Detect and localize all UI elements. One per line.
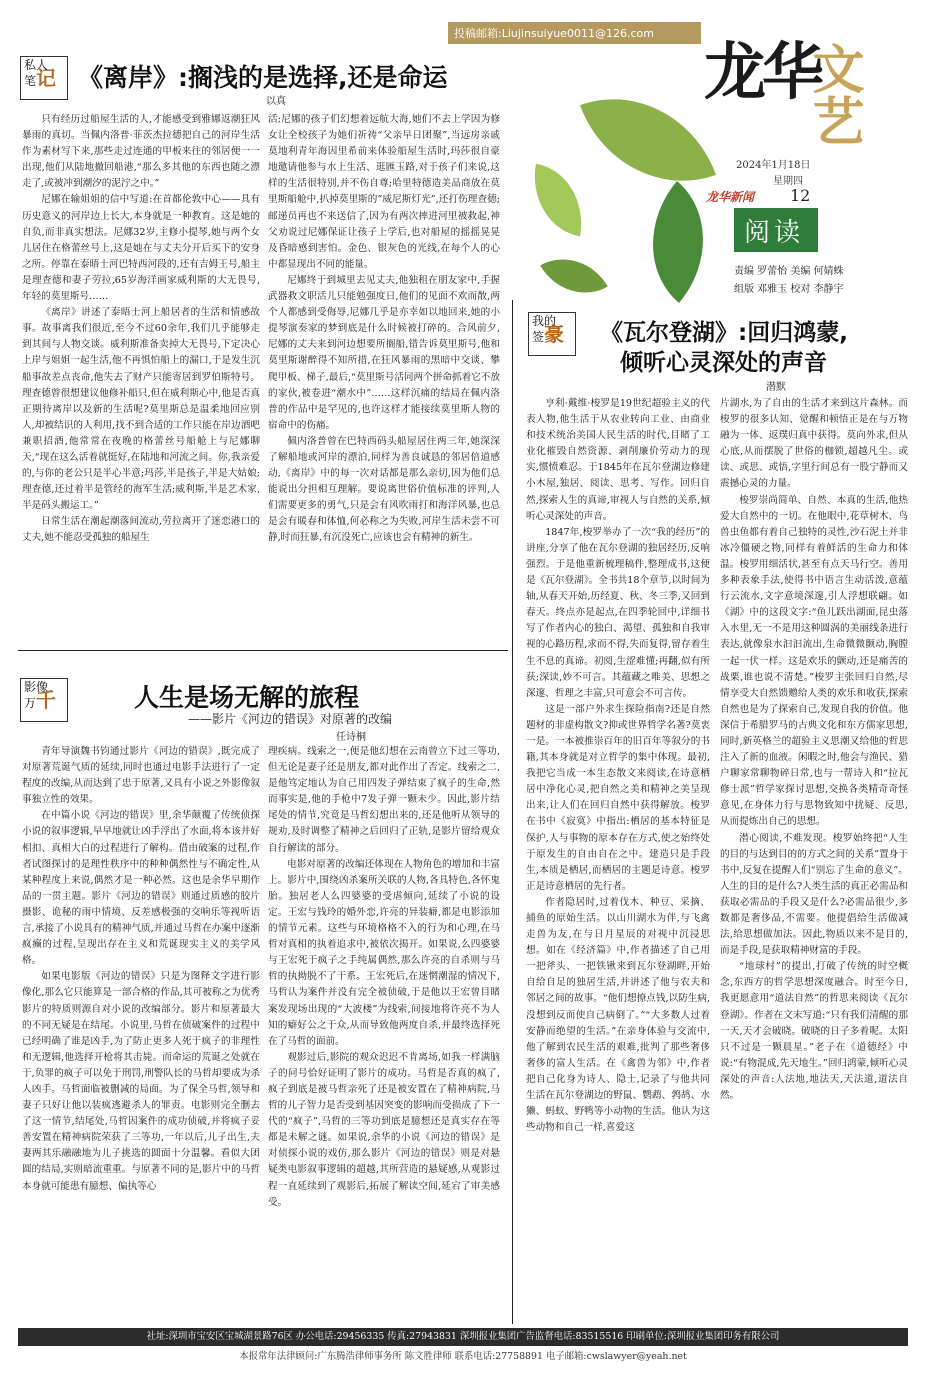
footer-line-1: 社址:深圳市宝安区宝城湖景路76区 办公电话:29456335 传真:27943831 深圳报业集团广告监督电话:83515516 印刷单位:深圳报业集团印务有限公司 — [146, 1331, 780, 1342]
paragraph: 只有经历过船屋生活的人,才能感受到雅娜返潮狂风暴雨的真切。当佩内洛普·菲茨杰拉德把自己的河岸生活作为素材写下来,那些走过连通的甲板来往的邻居便一一出现,他们从陆地撤回船港,“那么多其他的东西也随之漂走了,或被冲到潮汐的泥泞之中。” — [22, 114, 260, 190]
page-number: 12 — [790, 186, 811, 205]
column-tag: 我的 签豪 — [528, 312, 576, 356]
section-label: 阅读 — [744, 218, 805, 248]
leaf-decoration — [525, 164, 591, 237]
article-body-column — [22, 112, 260, 642]
paragraph: 潜心阅读,不难发现。梭罗始终把“人生的目的与达到目的的方式之间的关系”置身于书中,反复在提醒人们“别忘了生命的意义”。人生的目的是什么?人类生活的真正必需品和获取必需品的手段又是什么?必需品很少,多数都是奢侈品,不需要。他提倡给生活做减法,给思想做加法。因此,物质以来不是目的,而是手段,是获取精神财富的手段。 — [720, 832, 908, 957]
column-tag: 影像 万千 — [20, 678, 68, 722]
article-title: 《离岸》:搁浅的是选择,还是命运 — [78, 63, 448, 92]
paragraph: 青年导演魏书钧通过影片《河边的错误》,既完成了对原著荒诞气质的延续,同时也通过电影手法进行了一定程度的改编,从而达到了忠于原著,又具有小说之外影像叙事独立性的效果。 — [22, 746, 260, 806]
column-tag: 私人 笔记 — [20, 56, 68, 100]
paragraph: 电影对原著的改编还体现在人物角色的增加和丰富上。影片中,围绕凶杀案所关联的人物,各具特色,各怀鬼胎。独居老人么四婆婆的受虐倾向,延续了小说的设定。王宏与钱玲的婚外恋,许亮的异装癖,都是电影添加的情节元素。这些与环境格格不入的行为和心理,在马哲对真相的执着追求中,被依次揭开。如果说,么四婆婆与王宏死于疯子之手纯属偶然,那么许亮的自杀则与马哲的执拗脱不了干系。王宏死后,在迷惘潮湿的情况下,马哲认为案件并没有完全被侦破,于是他以王宏曾目睹案发现场出现的“大波楼”为线索,间接地将许亮不为人知的癖好公之于众,从而导致他两度自杀,并最终选择死在了马哲的面前。 — [268, 858, 500, 1047]
paragraph: “地球村”的提出,打破了传统的时空概念,东西方的哲学思想深度融合。时至今日,我更愿意用“道法自然”的哲思来阅读《瓦尔登湖》。作者在文末写道:“只有我们清醒的那一天,天才会破晓。破晓的日子多着呢。太阳只不过是一颗晨星。”老子在《道德经》中说:“有物混成,先天地生。”回归鸿蒙,倾听心灵深处的声音:人法地,地法天,天法道,道法自然。 — [720, 961, 908, 1102]
column-divider — [512, 300, 513, 1324]
leaf-decoration — [540, 241, 608, 310]
masthead-title: 文艺 — [803, 42, 864, 146]
article-body-column — [268, 744, 500, 1318]
paragraph: 尼娜终于到城里去见丈夫,他独租在朋友家中,手握武器救文职活儿只能勉强度日,他们的见面不欢而散,两个人都感到受侮辱,尼娜几乎是亦幸如以地回来,她的小提琴演奏家的梦到底是什么时候被打碎的。合风前夕,尼娜的丈夫来到河边想要所搁船,错告诉莫里斯号,他和莫里斯谢醉得不知所措,在狂风暴雨的黑暗中交谈、攀爬甲板、梯子,最后,“莫里斯号活同两个拼命抓着它不放的家伙,被卷进“潮水中”……这样沉痛的结局在佩内洛普的作品中是罕见的,也许这样才能接续莫里斯人物的宿命中的伤痛。 — [268, 274, 500, 431]
article-title: 倾听心灵深处的声音 — [620, 350, 827, 376]
paragraph: 1847年,梭罗举办了一次“我的经历”的讲座,分享了他在瓦尔登湖的独居经历,反响强烈。于是他重新梳理稿件,整理成书,这便是《瓦尔登湖》。全书共18个章节,以时间为轴,从春天开始,历经夏、秋、冬三季,又回到春天。终点亦是起点,在四季轮回中,详细书写了作者内心的独白、渴望、孤独和自我审视的心路历程,求而不得,失而复得,留存着生生不息的真谛。初阅,生涩难懂;再翻,似有所获;深读,妙不可言。其蕴藏之唯美、思想之深邃、哲理之丰富,只可意会不可言传。 — [526, 526, 710, 699]
article-title: 《瓦尔登湖》:回归鸿蒙, — [600, 320, 848, 346]
paragraph: 日常生活在潮起潮落间流动,劳拉离开了迷恋港口的丈夫,她不能忍受孤独的船屋生 — [22, 516, 260, 544]
article-author: 潜默 — [766, 382, 786, 393]
article-title: 人生是场无解的旅程 — [134, 683, 360, 712]
article-body-column — [526, 396, 710, 1318]
editor-line-1: 责编 罗蕾怡 美编 何婧蛛 — [734, 266, 844, 277]
paragraph: 作者隐居时,过着伐木、种豆、采摘、捕鱼的原始生活。以山川湖水为伴,与飞禽走兽为友,在与日月星辰的对视中沉浸思想。如在《经济篇》中,作者描述了自己用一把斧头、一把铁锹来到瓦尔登湖畔,开始自给自足的独居生活,并讲述了他与农夫和邻居之间的故事。“他们想撩点钱,以防生病,没想到反而使自己病倒了。”“大多数人过着安静而绝望的生活。”在亲身体验与交流中,他了解到农民生活的艰难,批判了那些奢侈奢侈的富人生活。在《禽兽为邻》中,作者把自己化身为诗人、隐士,记录了与他共同生活在瓦尔登湖边的野鼠、鹦鹉、鹁鸪、水獭、蚂蚁、野鸭等小动物的生活。他认为这些动物和自己一样,喜爱这 — [526, 896, 710, 1134]
article-body-column — [720, 396, 908, 1318]
paragraph: 梭罗崇尚简单、自然、本真的生活,他热爱大自然中的一切。在他眼中,花草树木、鸟兽虫鱼都有着自己独特的灵性,沙石泥土并非冰冷僵硬之物,同样有着鲜活的生命力和体温。梭罗用细活状,甚至有点天马行空。善用多种表象手法,使得书中语言生动活泼,意蕴行云流水,文字意境深邃,引人浮想联翩。如《湖》中的这段文字:“鱼儿跃出湖面,昆虫落入水里,无一不是用这种圆涡的美丽线条进行表达,就像泉水汩汩流出,生命微微颤动,胸膛一起一伏一样。这是欢乐的颤动,还是痛苦的战栗,谁也说不清楚。”梭罗主张回归自然,尽情享受大自然馈赠给人类的欢乐和收获,探索自然也是为了探索自己,发现自我的价值。他深信于希腊罗马的古典文化和东方儒家思想,同时,新英格兰的超验主义思潮又给他的哲思注入了新的血液。闲暇之时,他会与渔民、猎户聊家常聊物碎日常,也与一帮诗人和“拉瓦修士派”哲学家探讨思想,交换各类精奇奇怪意见,在身体力行与思物致知中扰疑、反思,从而提炼出自己的思想。 — [720, 494, 908, 828]
paragraph: 亨利·戴维·梭罗是19世纪超验主义的代表人物,他生活于从农业转向工业、由商业和技术统治美国人民生活的时代,目睹了工业化摧毁自然资源、剥削廉价劳动力的现实,惯愤难忍。于1845年在瓦尔登湖边修建小木屋,独居、阅读、思考、写作。回归自然,探索人生的真谛,审视人与自然的关系,倾听心灵深处的声音。 — [526, 398, 710, 522]
masthead-paper-name: 龙华新闻 — [706, 190, 755, 204]
paragraph: 这是一部户外求生探险指南?还是自然题材的非虚构散文?抑或世界哲学名著?莫衷一是。一本被推崇百年的旧百年等叙分的书籍,其本身就是对立哲学的集中体现。最初,我把它当成一本生态散文来阅读,在诗意栖居中净化心灵,把自然之美和精神之美呈现出来,让人们在回归自然中获得解放。梭罗在书中《寂寞》中指出:栖居的基本特征是保护,人与事物的原本存在方式,使之始终处于原发生的自由自在之中。建造只是手段生,本质是栖居,而栖居的主题是诗意。梭罗正是诗意栖居的先行者。 — [526, 703, 710, 892]
paragraph: 如果电影版《河边的错误》只是为图释文字进行影像化,那么它只能算是一部合格的作品,其可被称之为优秀影片的特质则源自对小说的改编部分。影片和原著最大的不同无疑是在结尾。小说里,马哲在侦破案件的过程中已经明确了谁是凶手,为了防止更多人死于疯子的非理性和无逻辑,他选择开枪将其击毙。而命运的荒诞之处就在于,负罪的疯子可以免于刑罚,刑警队长的马哲却要成为杀人凶手。马哲面临被删减的局面。为了保全马哲,领导和妻子只好让他以装疯逃避杀人的罪责。电影则完全删去了这一情节,结尾处,马哲因案件的成功侦破,并将疯子妥善安置在精神病院荣获了三等功,一年以后,儿子出生,夫妻两其乐融融地为儿子挑选的圆面十分温馨。看似大团圆的结局,实则暗流重重。与原著不同的是,影片中的马哲本身就可能患有臆想、偏执等心 — [22, 971, 260, 1192]
article-author: 任诗桐 — [336, 732, 366, 743]
leaf-decoration — [580, 70, 716, 211]
paragraph: 理疾病。线索之一,便是他幻想在云南曾立下过三等功,但无论是妻子还是朋友,都对此作出了否定。线索之二,是他笃定地认为自己用四发子弹结束了疯子的生命,然而事实是,他的手枪中7发子弹一颗未少。因此,影片结尾处的情节,究竟是马哲幻想出来的,还是他听从领导的规劝,及时调整了精神之后回归了正轨,是影片留给观众自行解读的部分。 — [268, 746, 500, 854]
masthead-weekday: 星期四 — [773, 176, 803, 187]
paragraph: 在中篇小说《河边的错误》里,余华颠覆了传统侦探小说的叙事逻辑,早早地就让凶手浮出了水面,将本该井好相扣、真相大白的过程进行了解构。借由破案的过程,作者试图探讨的是理性秩序中的种种偶然性与不确定性,从某种程度上来说,偶然才是一种必然。这也是余华早期作品的一贯主题。影片《河边的错误》则通过质感的胶片摄影、诡秘的雨中情境、反差感极强的交响乐等视听语言,承接了小说具有的精神气质,并通过马哲在办案中逐渐疯癫的过程,呈现出存在主义和荒诞现实主义的美学风格。 — [22, 810, 260, 967]
paragraph: 观影过后,影院的观众迟迟不肯离场,如我一样满脑子的问号恰好证明了影片的成功。马哲是否真的疯了,疯子到底是被马哲亲死了还是被安置在了精神病院,马哲的儿子智力是否受到基因突变的影响而受损成了下一代的“疯子”,马哲的三等功到底是臆想还是真实存在等都是未解之谜。如果说,余华的小说《河边的错误》是对侦探小说的戏仿,那么影片《河边的错误》则是对悬疑类电影叙事逻辑的超越,其所营造的悬疑感,从观影过程一直延续到了观影后,拓展了解读空间,延宕了审美感受。 — [268, 1051, 500, 1208]
paragraph: 尼娜在输姐姐的信中写道:在首都伦敦中心——具有历史意义的河岸边上长大,本身就是一种教育。这是她的自负,而非真实想法。尼娜32岁,主修小提琴,她与两个女儿居住在格蕾丝号上,这是她在与丈夫分开后买下的安身之所。停靠在泰晤士河巴特西河段的,还有吉姆王号,船主是理查德和妻子劳拉,65岁海洋画家威利斯的大无畏号,年轻的莫里斯号…… — [22, 194, 260, 303]
article-author: 以真 — [266, 96, 286, 107]
article-subtitle: ——影片《河边的错误》对原著的改编 — [188, 712, 393, 726]
submission-email: 投稿邮箱:Liujinsuiyue0011@126.com — [454, 27, 654, 40]
masthead-calligraphy: 龙华 — [704, 35, 821, 108]
article-body-column — [268, 112, 500, 642]
masthead-date: 2024年1月18日 — [736, 160, 811, 171]
footer-line-2: 本报常年法律顾问:广东腾浩律师事务所 陈文胜律师 联系电话:27758891 电子邮箱:cwslawyer@yeah.net — [239, 1351, 687, 1362]
editor-line-2: 组版 邓雅玉 校对 李静宇 — [734, 284, 844, 295]
paragraph: 片湖水,为了自由的生活才来到这片森林。而梭罗的很多认知、觉醒和顿悟正是在与万物融为一体、返璞归真中获得。莫向外求,但从心底,从而摆脱了世俗的枷锁,超越凡尘。或读、或思、或悟,字里行间总有一股宁静而又震撼心灵的力量。 — [720, 398, 908, 490]
paragraph: 活;尼娜的孩子们幻想着远航大海,她们不去上学因为修女让全校孩子为她们祈祷“父亲早日团聚”,当远房亲戚莫地利青年海因里希前来体验船屋生活时,玛莎很自豪地邀请他参与水上生活、逛匯玉路,对于孩子们来说,这样的生活很特别,并不伤自尊;哈里特德造美品商放在莫里斯船舱中,扒掉莫里斯的”威尼斯灯光”,还打伤理查德;邮递员再也不来送信了,因为有两次摔进河里被救起,神父劝说过尼娜保证让孩子上学后,也对船屋的摇摇晃晃及昏暗感到害怕。金色、银灰色的光线,在每个人的心中都显现出不同的能量。 — [268, 114, 500, 270]
paragraph: 《离岸》讲述了泰晤士河上船居者的生活和情感故事。故事离我们很近,至今不过60余年,我们几乎能够走到其间与人物交谈。威利斯准备卖掉大无畏号,下定决心上岸与姐姐一起生活,他不再惧怕船上的漏口,于是发生沉船事故差点丧命,他失去了财产只能寄居到罗伯斯特号。理查德曾很想建议他修补船只,但在威利斯心中,他是否真正期待离岸以及新的生活呢?莫里斯总是温柔地回应别人,却被结识的人利用,找不到合适的工作只能在岸边酒吧兼职招酒,他常常在夜晚的格蕾丝号船舱上与尼娜聊天,“现在这么活着就挺好,在陆地和河流之间。你,我亲爱的,与你的老公只是半心半意;玛莎,半是孩子,半是大姑娘;理查德,还过着半是管经的海军生活;威利斯,半是艺术家,半是码头搬运工。” — [22, 307, 260, 512]
section-divider — [18, 650, 508, 651]
paragraph: 佩内洛普曾在巴特西码头船屋居住两三年,她深深了解船地或河岸的漂泊,同样为善良诚恳的邻居倍道感动,《离岸》中的每一次对话都是那么亲切,因为他们总能说出分担相互理解。要说离世俗价值标准的评判,人们需要更多的勇气,只是会有风吹雨打和海洋风暴,也总是会有暖春和体恤,何必称之为失败,河岸生活未尝不可静,时而狂暴,有沉没死亡,应该也会有精神的新生。 — [268, 435, 500, 544]
article-body-column — [22, 744, 260, 1318]
